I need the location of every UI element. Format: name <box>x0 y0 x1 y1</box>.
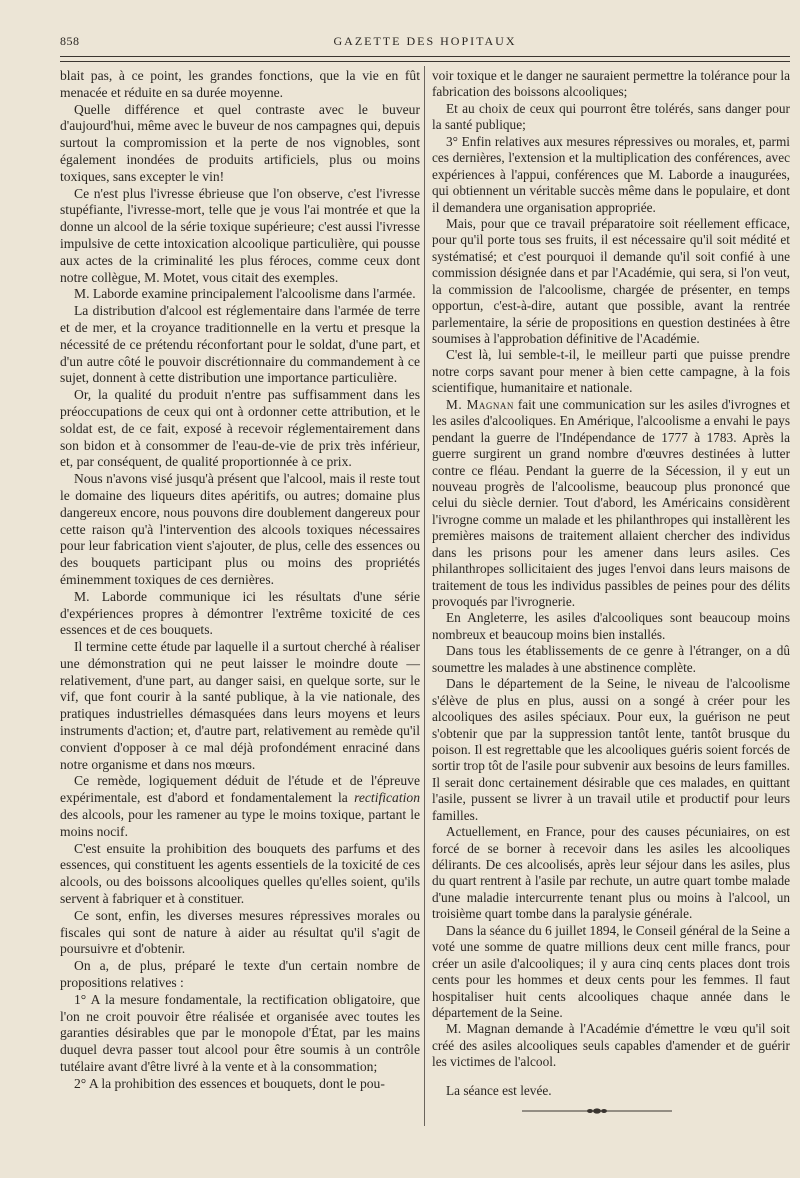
running-title: GAZETTE DES HOPITAUX <box>333 34 517 48</box>
left-column <box>60 68 420 1093</box>
page-number: 858 <box>60 34 80 48</box>
page-header <box>60 30 790 56</box>
paragraph: Dans le département de la Seine, le niveau de l'alcoolisme s'élève de plus en plus, aussi on a songé à créer pour les alcooliques des asiles spéciaux. Pour eux, la guérison ne peut s'obtenir que par la suppression tantôt lente, tantôt brusque du poison. Il est regrettable que les alcooliques guéris soient forcés de sortir trop tôt de l'asile pour subvenir aux besoins de leurs familles. Il serait donc certainement désirable que ces malades, en quittant l'asile, pussent se livrer à un travail utile et productif pour leurs familles. <box>432 676 790 823</box>
paragraph: Nous n'avons visé jusqu'à présent que l'alcool, mais il reste tout le domaine des liqueurs dites apéritifs, ou autres; domaine plus dangereux encore, nous pouvons dire doublement dangereux pour cette raison qu'à l'intervention des alcools toxiques nécessaires pour leur fabrication vient s'ajouter, de plus, celle des essences ou des bouquets participant plus ou moins des propriétés éminemment toxiques de ces dernières. <box>60 471 420 587</box>
paragraph: blait pas, à ce point, les grandes fonctions, que la vie en fût menacée et réduite en sa durée moyenne. <box>60 68 420 100</box>
paragraph: 1° A la mesure fondamentale, la rectification obligatoire, que l'on ne croit pouvoir être réalisée et organisée avec toutes les garanties désirables que par le monopole d'État, par les mains duquel devra passer tout alcool pour être soumis à un contrôle tutélaire avant d'être livré à la vente et à la consommation; <box>60 991 420 1075</box>
paragraph: La distribution d'alcool est réglementaire dans l'armée de terre et de mer, et la croyance traditionnelle en la vertu et presque la nécessité de ce prétendu réconfortant pour le soldat, d'une part, et d'un autre côté le pouvoir discrétionnaire du commandement à ce sujet, donnent à cette distribution une importance particulière. <box>60 303 420 386</box>
paragraph: M. Magnan demande à l'Académie d'émettre le vœu qu'il soit créé des asiles alcooliques seuls capables d'amender et de guérir les victimes de l'alcool. <box>432 1021 790 1070</box>
paragraph: M. Laborde communique ici les résultats d'une série d'expériences propres à démontrer l'extrême toxicité de ces essences et de ces bouquets. <box>60 588 420 638</box>
paragraph: Ce n'est plus l'ivresse ébrieuse que l'on observe, c'est l'ivresse stupéfiante, l'ivresse-mort, telle que je vous l'ai montrée et que la donne un alcool de la série toxique supérieure; c'est aussi l'ivresse impulsive de cette intoxication alcoolique particulière, qui pousse aux actes de la criminalité les plus féroces, comme ceux dont notre collègue, M. Motet, vous citait des exemples. <box>60 185 420 285</box>
column-divider <box>424 66 425 1126</box>
paragraph: Ce remède, logiquement déduit de l'étude et de l'épreuve expérimentale, est d'abord et fondamentalement la rectification des alcools, pour les ramener au type le moins toxique, partant le moins nocif. <box>60 773 420 839</box>
paragraph: Or, la qualité du produit n'entre pas suffisamment dans les préoccupations de ceux qui ont à ordonner cette attribution, et le soldat est, de ce fait, exposé à recevoir réglementairement dans son bidon et à consommer de l'eau-de-vie de prix très inférieur, et, par conséquent, de qualité proportionnée à ce prix. <box>60 387 420 470</box>
paragraph: Et au choix de ceux qui pourront être tolérés, sans danger pour la santé publique; <box>432 100 790 133</box>
paragraph: On a, de plus, préparé le texte d'un certain nombre de propositions relatives : <box>60 958 420 991</box>
paragraph: 2° A la prohibition des essences et bouquets, dont le pou- <box>74 1075 385 1091</box>
paragraph: Il termine cette étude par laquelle il a surtout cherché à réaliser une démonstration qui ne peut laisser le moindre doute — relativement, d'une part, au danger saisi, en quelque sorte, sur le vif, que font courir à la santé publique, à la vie nationale, des pratiques industrielles démasquées dans leurs moyens et leurs instruments d'action; et, d'autre part, relativement au remède qu'il convient d'opposer à ce mal déjà profondément enraciné dans notre organisme et dans nos mœurs. <box>60 639 420 772</box>
paragraph: 3° Enfin relatives aux mesures répressives ou morales, et, parmi ces dernières, l'extension et la multiplication des conférences, avec expériences à l'appui, conférences que M. Laborde a inaugurées, qui obtiennent un véritable succès même dans le populaire, et dont il demandera une organisation appropriée. <box>432 133 790 215</box>
right-column <box>432 68 790 1099</box>
paragraph: En Angleterre, les asiles d'alcooliques sont beaucoup moins nombreux et beaucoup moins bien installés. <box>432 610 790 642</box>
paragraph: voir toxique et le danger ne sauraient permettre la tolérance pour la fabrication des boissons alcooliques; <box>432 68 790 100</box>
emphasis: rectification <box>354 790 420 806</box>
paragraph: Actuellement, en France, pour des causes pécuniaires, on est forcé de se borner à recevoir dans les asiles les alcooliques délirants. De ces alcoolisés, après leur séjour dans les asiles, plus du quart rentrent à l'asile par rechute, un autre quart tombe malade d'une maladie intercurrente tenant plus ou moins à l'alcool, un troisième quart tombe dans la paralysie générale. <box>432 824 790 922</box>
paragraph: Dans tous les établissements de ce genre à l'étranger, on a dû soumettre les malades à une abstinence complète. <box>432 643 790 675</box>
header-rule <box>60 56 790 62</box>
paragraph: Ce sont, enfin, les diverses mesures répressives morales ou fiscales qui sont de nature à aider au résultat qu'il s'agit de poursuivre et d'obtenir. <box>60 907 420 957</box>
paragraph: Dans la séance du 6 juillet 1894, le Conseil général de la Seine a voté une somme de quatre millions deux cent mille francs, pour créer un asile d'alcooliques; il y aura cinq cents places dont trois cents pour les hommes et deux cents pour les femmes. Il faut hospitaliser huit cents alcooliques chaque année dans le département de la Seine. <box>432 922 790 1020</box>
paragraph: C'est là, lui semble-t-il, le meilleur parti que puisse prendre notre corps savant pour mener à bien cette campagne, à la fois scientifique, humanitaire et nationale. <box>432 347 790 396</box>
session-closing: La séance est levée. <box>446 1082 552 1098</box>
speaker-name: M. Magnan <box>446 396 514 412</box>
paragraph: Quelle différence et quel contraste avec le buveur d'aujourd'hui, même avec le buveur de nos campagnes qui, depuis surtout la compromission et la perte de nos vignobles, sont également inondées de produits artificiels, plus ou moins toxiques, sans excepter le vin! <box>60 101 420 184</box>
paragraph: Mais, pour que ce travail préparatoire soit réellement efficace, pour qu'il porte tous ses fruits, il est nécessaire qu'il soit médité et systématisé; et c'est pourquoi il demande qu'il soit confié à une commission désignée dans et par l'Académie, qui sera, si l'on veut, la commission de l'alcoolisme, chargée de présenter, en temps opportun, c'est-à-dire, autant que possible, avant la rentrée parlementaire, la série de propositions en question destinées à être soumises à l'approbation définitive de l'Académie. <box>432 215 790 346</box>
end-ornament <box>522 1106 672 1116</box>
paragraph: M. Laborde examine principalement l'alcoolisme dans l'armée. <box>74 286 416 302</box>
speaker-name: M. Laborde <box>74 286 139 302</box>
paragraph: M. Magnan fait une communication sur les asiles d'ivrognes et les asiles d'alcooliques. En Amérique, l'alcoolisme a envahi le pays pendant la guerre de l'Indépendance de 1777 à 1783. Après la guerre surgirent un grand nombre d'œuvres destinées à lutter contre ce fléau. Pendant la guerre de la Sécession, il y eut un nouveau progrès de l'alcoolisme, beaucoup plus prononcé que celui du siècle dernier. Tout d'abord, les Américains considèrent l'ivrogne comme un malade et les philanthropes qui installèrent les premières maisons de traitement allaient chercher des individus dans les prisons pour les amener dans leurs asiles. Ces philanthropes sollicitaient des juges l'envoi dans leurs maisons de traitement de tous les individus passibles de peines pour des délits provoqués par l'ivrognerie. <box>432 396 790 609</box>
paragraph: C'est ensuite la prohibition des bouquets des parfums et des essences, qui constituent les agents essentiels de la toxicité de ces alcools, ou des boissons alcooliques quelles qu'elles soient, qu'ils servent à fabriquer et à constituer. <box>60 840 420 907</box>
